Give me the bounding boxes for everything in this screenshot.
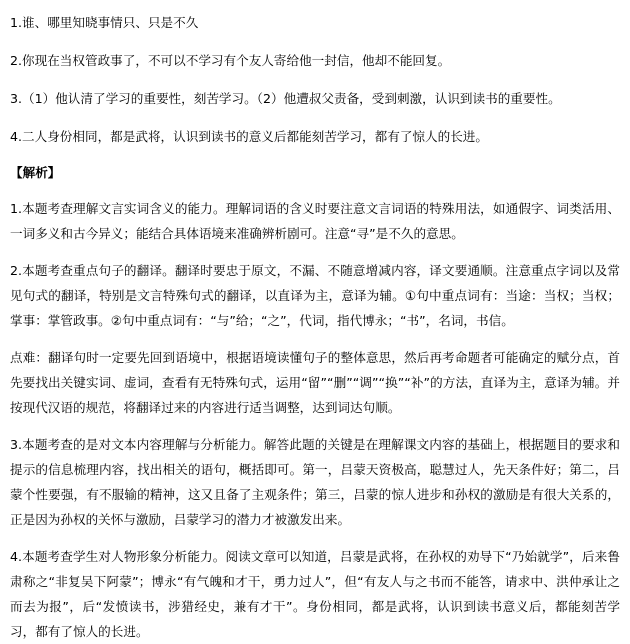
analysis-paragraph: 4.本题考查学生对人物形象分析能力。阅读文章可以知道，吕蒙是武将，在孙权的劝导下“乃始就学”，后来鲁肃称之“非复吴下阿蒙”；博永“有气魄和才干，勇力过人”，但“有友人与之书而不能答，请求中、洪仲承让之而去为报”，后“发愤读书，涉猎经史，兼有才干”。身份相同，都是武将，认识到读书意义后，都能刻苦学习，都有了惊人的长进。 <box>10 549 620 639</box>
answer-paragraph: 3.（1）他认清了学习的重要性，刻苦学习。（2）他遭叔父责备，受到刺激，认识到读书的重要性。 <box>10 91 561 106</box>
answer-paragraph: 1.谁、哪里知晓事情只、只是不久 <box>10 15 199 30</box>
analysis-paragraph: 1.本题考查理解文言实词含义的能力。理解词语的含义时要注意文言词语的特殊用法，如通假字、词类活用、一词多义和古今异义；能结合具体语境来准确辨析剧可。注意“寻”是不久的意思。 <box>10 201 620 241</box>
analysis-paragraph: 2.本题考查重点句子的翻译。翻译时要忠于原文，不漏、不随意增减内容，译文要通顺。注意重点字词以及常见句式的翻译，特别是文言特殊句式的翻译，以直译为主，意译为辅。①句中重点词有：当途：当权；当权；掌事：掌管政事。②句中重点词有：“与”给；“之”，代词，指代博永；“书”，名词，书信。 <box>10 263 620 328</box>
answer-paragraph: 4.二人身份相同，都是武将，认识到读书的意义后都能刻苦学习，都有了惊人的长进。 <box>10 129 488 144</box>
analysis-section <box>10 196 620 644</box>
analysis-heading: 【解析】 <box>10 165 61 180</box>
analysis-paragraph: 3.本题考查的是对文本内容理解与分析能力。解答此题的关键是在理解课文内容的基础上，根据题目的要求和提示的信息梳理内容，找出相关的语句，概括即可。第一，吕蒙天资极高，聪慧过人，先天条件好；第二，吕蒙个性要强，有不服输的精神，这又且备了主观条件；第三，吕蒙的惊人进步和孙权的激励是有很大关系的，正是因为孙权的关怀与激励，吕蒙学习的潜力才被激发出来。 <box>10 437 620 527</box>
answers-section <box>10 10 620 149</box>
analysis-paragraph: 点难：翻译句时一定要先回到语境中，根据语境读懂句子的整体意思，然后再考命题者可能确定的赋分点，首先要找出关键实词、虚词，查看有无特殊句式，运用“留”“删”“调”“换”“补”的方法，直译为主，意译为辅。并按现代汉语的规范，将翻译过来的内容进行适当调整，达到词达句顺。 <box>10 350 620 415</box>
answer-paragraph: 2.你现在当权管政事了，不可以不学习有个友人寄给他一封信，他却不能回复。 <box>10 53 451 68</box>
